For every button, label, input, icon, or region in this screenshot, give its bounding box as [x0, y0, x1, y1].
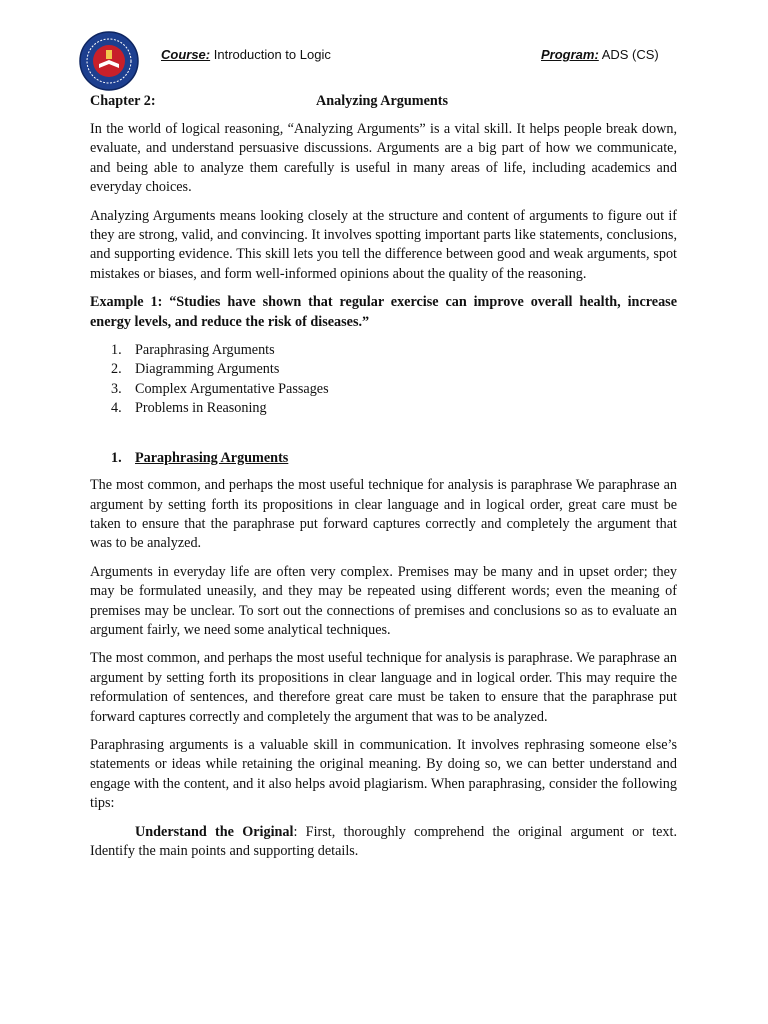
section-number: 1. — [111, 449, 122, 466]
tip-term: Understand the Original — [135, 823, 294, 840]
list-item-number: 3. — [111, 380, 122, 397]
example-statement: Example 1: “Studies have shown that regular exercise can improve overall health, increase energy levels, and reduce the risk of diseases.” — [90, 294, 677, 330]
tip-paragraph — [90, 823, 677, 862]
section-paragraph: Paraphrasing arguments is a valuable skill in communication. It involves rephrasing someone else’s statements or ideas while retaining the original meaning. By doing so, we can better understand and engage with the content, and it also helps avoid plagiarism. When paraphrasing, consider the following tips: — [90, 736, 677, 812]
section-heading — [90, 449, 677, 468]
course-label: Course: — [161, 47, 211, 62]
section-paragraph: The most common, and perhaps the most useful technique for analysis is paraphrase We paraphrase an argument by setting forth its propositions in clear language and in logical order, great care must be taken to ensure that the paraphrase put forward captures correctly and completely the argument that was to be analyzed. — [90, 477, 677, 552]
intro-paragraph: Analyzing Arguments means looking closely at the structure and content of arguments to figure out if they are strong, valid, and convincing. It involves spotting important parts like statements, conclusions, and supporting evidence. This skill lets you tell the difference between good and weak arguments, spot mistakes or biases, and form well-informed opinions about the quality of the reasoning. — [90, 207, 677, 282]
document-body — [90, 92, 677, 870]
program-value: ADS (CS) — [601, 47, 659, 62]
course-header — [161, 47, 331, 62]
program-label: Program: — [541, 47, 599, 62]
section-paragraph: The most common, and perhaps the most useful technique for analysis is paraphrase. We paraphrase an argument by setting forth its propositions in clear language and in logical order. This may require the reformulation of sentences, and therefore great care must be taken to ensure that the paraphrase put forward captures correctly and completely the argument that was to be analyzed. — [90, 650, 677, 725]
section-paragraph: Arguments in everyday life are often very complex. Premises may be many and in upset order; they may be formulated uneasily, and they may be repeated using different words; even the meaning of premises may be unclear. To sort out the connections of premises and conclusions so as to evaluate an argument fairly, we need some analytical techniques. — [90, 563, 677, 638]
list-item-label: Paraphrasing Arguments — [135, 342, 275, 359]
list-item — [90, 360, 677, 379]
list-item-number: 4. — [111, 400, 122, 417]
seal-tower-emblem — [106, 50, 112, 59]
tip-text: : First, thoroughly comprehend the original argument or text. Identify the main points and supporting details. — [90, 823, 677, 859]
list-item — [90, 380, 677, 399]
list-item-label: Diagramming Arguments — [135, 361, 280, 378]
chapter-heading — [90, 92, 677, 112]
program-header — [541, 47, 659, 62]
intro-paragraph: In the world of logical reasoning, “Analyzing Arguments” is a vital skill. It helps people break down, evaluate, and understand persuasive discussions. Arguments are a big part of how we communicate, and being able to analyze them carefully is useful in many areas of life, including academics and everyday choices. — [90, 121, 677, 196]
list-item-label: Problems in Reasoning — [135, 400, 267, 417]
list-item — [90, 399, 677, 418]
list-item — [90, 341, 677, 360]
university-seal-logo — [78, 30, 140, 92]
chapter-title: Analyzing Arguments — [316, 93, 449, 109]
topics-list — [90, 341, 677, 419]
chapter-number: Chapter 2: — [90, 93, 156, 109]
list-item-label: Complex Argumentative Passages — [135, 380, 329, 397]
list-item-number: 2. — [111, 361, 122, 378]
course-value: Introduction to Logic — [213, 47, 331, 62]
list-item-number: 1. — [111, 342, 122, 359]
section-title: Paraphrasing Arguments — [135, 449, 289, 466]
